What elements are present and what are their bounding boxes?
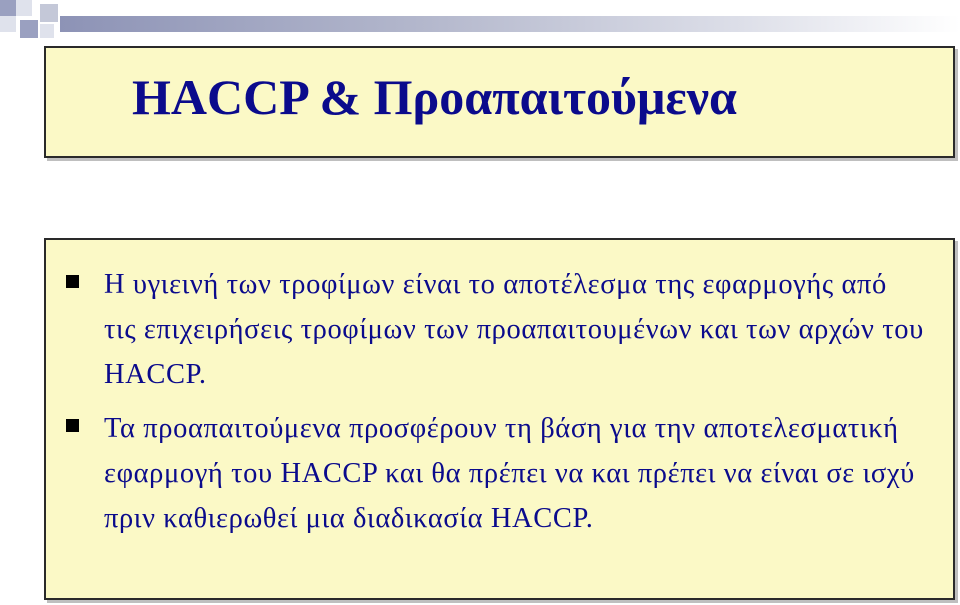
bullet-text: Η υγιεινή των τροφίμων είναι το αποτέλεσμα της εφαρμογής από τις επιχειρήσεις τροφίμων των προαπαιτουμένων και των αρχών του HACCP. xyxy=(104,269,924,390)
square-bullet-icon xyxy=(66,275,79,288)
corner-decoration-square xyxy=(40,24,54,38)
corner-decoration-square xyxy=(16,0,32,16)
corner-decoration-square xyxy=(0,0,16,16)
bullet-item xyxy=(66,406,926,541)
corner-decoration-square xyxy=(40,4,58,22)
title-panel xyxy=(44,46,955,158)
bullet-text: Τα προαπαιτούμενα προσφέρουν τη βάση για την αποτελεσματική εφαρμογή του HACCP και θα πρέπει να και πρέπει να είναι σε ισχύ πριν καθιερωθεί μια διαδικασία HACCP. xyxy=(104,413,915,534)
corner-decoration-square xyxy=(0,16,16,32)
bullet-item xyxy=(66,262,926,397)
header-gradient-bar xyxy=(60,16,960,32)
corner-decoration-square xyxy=(20,20,38,38)
square-bullet-icon xyxy=(66,419,79,432)
content-panel xyxy=(44,238,955,600)
slide-title: HACCP & Προαπαιτούμενα xyxy=(132,69,737,125)
